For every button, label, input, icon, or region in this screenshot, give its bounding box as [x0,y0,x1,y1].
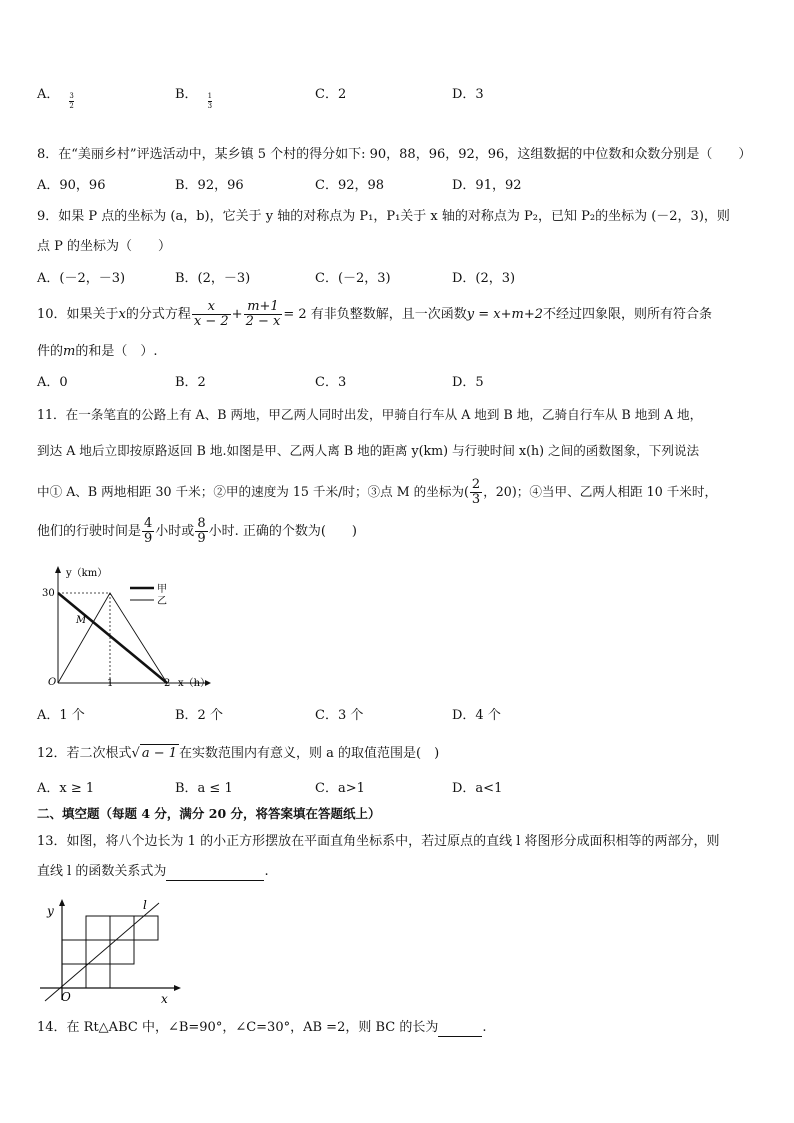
q11-l4-den2: 9 [197,531,206,546]
q10-line2-pre: 件的 [37,344,64,359]
q10-option-b: B．2 [175,375,206,390]
q13-line1: 13．如图，将八个边长为 1 的小正方形摆放在平面直角坐标系中，若过原点的直线 l 将图形分成面积相等的两部分，则 [37,834,720,849]
q7-option-b-label: B． [175,87,198,102]
q10-var-x: x [118,307,126,322]
square-r1-c1 [86,964,110,988]
q7-option-a-label: A． [37,87,60,102]
q11-line4-mid: 小时或 [155,524,195,539]
q7-option-d: D．3 [452,87,484,102]
q12-option-b: B．a ≤ 1 [175,781,233,796]
graph13-y-arrow-icon [59,899,65,906]
q11-l3-den: 3 [471,492,481,507]
q12-post: 在实数范围内有意义，则 a 的取值范围是( ) [179,746,440,761]
graph13-origin: O [61,990,71,1004]
q9-line2: 点 P 的坐标为（ ） [37,239,172,254]
square-r3-c3 [134,916,158,940]
square-r2-c1 [86,940,110,964]
q7-option-c: C．2 [315,87,347,102]
graph11-line-jia [58,593,167,683]
q11-function-graph [30,560,220,695]
q8-option-b: B．92，96 [175,178,244,193]
q9-line1: 9．如果 P 点的坐标为 (a，b)，它关于 y 轴的对称点为 P₁，P₁关于 x 轴的对称点为 P₂，已知 P₂的坐标为 (－2，3)，则 [37,209,730,224]
graph13-squares [62,916,158,988]
q11-l4-num2: 8 [197,516,206,531]
q10-mid2: = 2 有非负整数解，且一次函数 [283,307,467,322]
q11-option-d: D．4 个 [452,708,501,723]
sqrt-icon: √ [131,746,140,761]
q8-stem: 8．在“美丽乡村”评选活动中，某乡镇 5 个村的得分如下: 90，88，96，92，96，这组数据的中位数和众数分别是（ ） [37,147,752,162]
q12-option-c: C．a>1 [315,781,365,796]
q14-pre: 14．在 Rt△ABC 中，∠B=90°，∠C=30°，AB =2，则 BC 的长为 [37,1020,439,1035]
q11-line4-pre: 他们的行驶时间是 [37,524,142,539]
graph11-legend-jia: 甲 [157,584,167,595]
q10-fraction-2 [244,300,283,329]
q11-option-c: C．3 个 [315,708,364,723]
q14-stem [37,1019,486,1037]
graph11-tick-1: 1 [107,678,114,689]
q11-line3-post: ，20)；④当甲、乙两人相距 10 千米时， [483,484,718,499]
q7-a-num: 3 [69,92,74,100]
q11-line4-post: 小时. 正确的个数为( ) [208,524,358,539]
q9-option-b: B．(2，－3) [175,271,251,286]
graph13-x-label: x [161,992,168,1006]
q10-f1-num: x [192,300,231,315]
q11-fraction-8-9 [195,517,207,546]
q12-pre: 12．若二次根式 [37,746,132,761]
q11-fraction-m [470,478,482,507]
q12-option-a: A．x ≥ 1 [37,781,95,796]
q10-f2-den: 2 − x [245,314,281,329]
q7-b-den: 3 [207,102,213,110]
q13-line2-post: . [264,864,269,879]
q10-var-m: m [63,344,76,359]
square-r3-c1 [86,916,110,940]
q7-a-den: 2 [69,102,74,110]
q13-line2 [37,863,269,881]
q11-line3-pre: 中① A、B 两地相距 30 千米；②甲的速度为 15 千米/时；③点 M 的坐标为( [37,484,469,499]
q11-option-a: A．1 个 [37,708,85,723]
q10-linear-function: y = x+m+2 [466,307,543,322]
q7-option-a [37,86,74,111]
q11-line4 [37,516,357,548]
section-fill-in-title: 二、填空题（每题 4 分，满分 20 分，将答案填在答题纸上） [37,806,381,821]
q8-option-d: D．91，92 [452,178,522,193]
q13-grid-graph [35,895,185,1007]
q10-mid1: 的分式方程 [125,307,191,322]
q11-l4-den1: 9 [144,531,153,546]
graph11-tick-2: 2 [164,678,171,689]
q10-line2-post: 的和是（ ）. [75,344,158,359]
q10-f1-den: x − 2 [193,314,229,329]
q12-option-d: D．a<1 [452,781,503,796]
q11-l3-num: 2 [471,477,481,492]
q10-option-a: A．0 [37,375,68,390]
q9-option-d: D．(2，3) [452,271,516,286]
graph13-y-label: y [47,904,54,918]
q13-line2-pre: 直线 l 的函数关系式为 [37,864,167,879]
q9-option-a: A．(－2，－3) [37,271,126,286]
q10-option-c: C．3 [315,375,347,390]
graph11-legend-yi: 乙 [157,596,167,607]
q11-option-b: B．2 个 [175,708,223,723]
q9-option-c: C．(－2，3) [315,271,391,286]
q10-f2-num: m+1 [244,300,283,315]
graph13-x-arrow-icon [174,985,181,991]
q10-prefix: 10．如果关于 [37,307,119,322]
q7-b-num: 1 [207,92,213,100]
square-r2-c2 [110,940,134,964]
q8-option-a: A．90，96 [37,178,106,193]
q10-option-d: D．5 [452,375,484,390]
q14-answer-blank[interactable] [438,1022,482,1037]
q7-option-a-fraction [69,92,73,111]
q11-line3 [37,476,717,508]
q8-option-c: C．92，98 [315,178,385,193]
q12-radicand: a − 1 [141,746,178,761]
q10-fraction-1 [192,300,231,329]
square-r2-c0 [62,940,86,964]
q7-option-b-fraction [208,92,212,111]
q10-plus: + [231,307,243,322]
q11-l4-num1: 4 [144,516,153,531]
q7-option-b [175,86,212,111]
q11-line2: 到达 A 地后立即按原路返回 B 地.如图是甲、乙两人离 B 地的距离 y(km) 与行驶时间 x(h) 之间的函数图象，下列说法 [37,443,700,458]
graph11-x-label: x（h） [178,678,211,689]
graph11-y-label: y（km） [66,568,108,579]
q12-stem [37,744,439,763]
q11-fraction-4-9 [142,517,154,546]
q11-line1: 11．在一条笔直的公路上有 A、B 两地，甲乙两人同时出发，甲骑自行车从 A 地到 B 地，乙骑自行车从 B 地到 A 地， [37,407,703,422]
q10-suffix: 不经过四象限，则所有符合条 [543,307,713,322]
graph11-y-arrow-icon [55,566,61,573]
graph11-point-m: M [76,615,87,626]
graph11-tick-30: 30 [42,588,55,599]
q14-post: . [482,1020,487,1035]
q10-line1 [37,298,712,332]
q10-line2 [37,343,157,361]
q13-answer-blank[interactable] [166,866,264,881]
graph13-l-label: l [143,898,147,912]
graph11-origin: O [48,677,57,688]
